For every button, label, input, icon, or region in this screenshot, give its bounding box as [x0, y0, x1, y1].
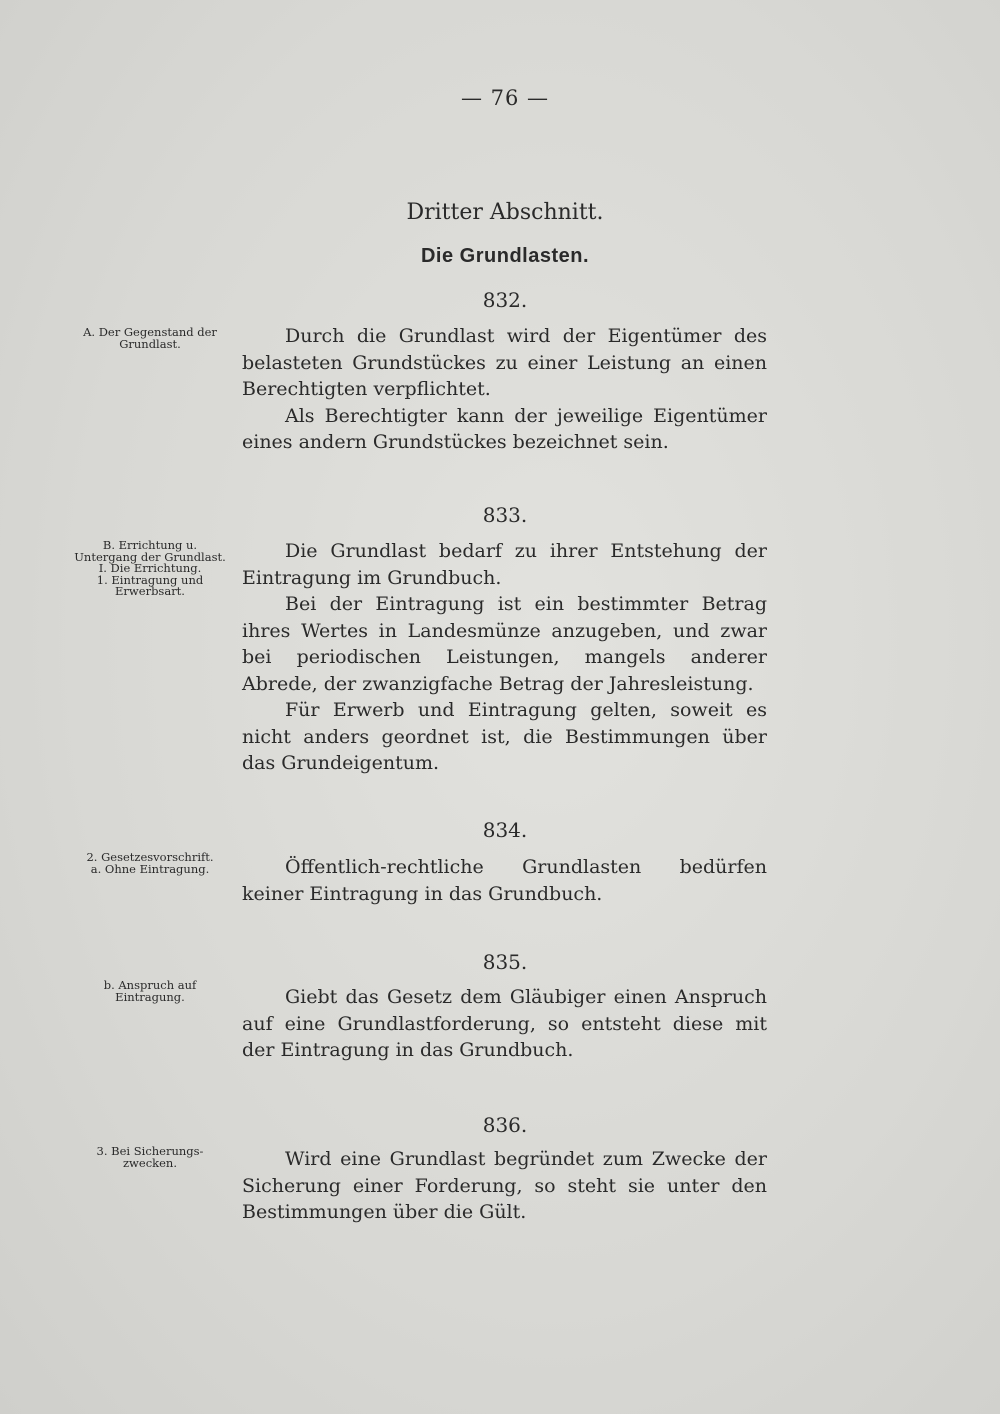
paragraph-text: Für Erwerb und Eintragung gelten, soweit es nicht anders geordnet ist, die Bestimmungen über das Grundeigentum. — [242, 699, 767, 774]
paragraph-number-833: 833. — [482, 503, 528, 527]
margin-note-line: zwecken. — [123, 1155, 177, 1170]
paragraph-body-835 — [242, 984, 767, 1064]
margin-note-line: 1. Eintragung und — [96, 572, 204, 587]
paragraph-body-836 — [242, 1146, 767, 1226]
margin-note-line: Eintragung. — [115, 989, 185, 1004]
margin-note-line: 2. Gesetzesvorschrift. — [86, 850, 214, 864]
margin-note-833 — [70, 540, 230, 598]
paragraph-body-834 — [242, 854, 767, 907]
paragraph-body-833 — [242, 538, 767, 777]
paragraph-number-834: 834. — [482, 818, 528, 842]
margin-note-832 — [70, 327, 230, 350]
paragraph-body-832 — [242, 323, 767, 456]
paragraph-text: Durch die Grundlast wird der Eigentümer des belasteten Grundstückes zu einer Leistung an einen Berechtigten verpflichtet. — [242, 325, 767, 400]
paragraph-number-836: 836. — [482, 1113, 528, 1137]
paragraph-number-832: 832. — [482, 288, 528, 312]
margin-note-836 — [70, 1146, 230, 1169]
margin-note-line: Grundlast. — [119, 336, 181, 351]
margin-note-line: a. Ohne Eintragung. — [90, 861, 210, 876]
margin-note-line: B. Errichtung u. Untergang der Grundlast. — [74, 538, 226, 564]
margin-note-line: b. Anspruch auf — [103, 978, 197, 992]
page-number: — 76 — — [460, 86, 550, 110]
paragraph-number-835: 835. — [482, 950, 528, 974]
margin-note-835 — [70, 980, 230, 1003]
paragraph-text: Giebt das Gesetz dem Gläubiger einen Anspruch auf eine Grundlastforderung, so entsteht diese mit der Eintragung in das Grundbuch. — [242, 986, 767, 1061]
paragraph-text: Als Berechtigter kann der jeweilige Eigentümer eines andern Grundstückes bezeichnet sein. — [242, 404, 767, 453]
margin-note-line: 3. Bei Sicherungs- — [96, 1144, 204, 1158]
margin-note-834 — [70, 852, 230, 875]
paragraph-text: Die Grundlast bedarf zu ihrer Entstehung der Eintragung im Grundbuch. — [242, 540, 767, 589]
margin-note-line: I. Die Errichtung. — [98, 561, 202, 575]
margin-note-line: Erwerbsart. — [115, 584, 185, 598]
section-title: Die Grundlasten. — [420, 245, 590, 267]
margin-note-line: A. Der Gegenstand der — [83, 325, 217, 339]
paragraph-text: Öffentlich-rechtliche Grundlasten bedürfen keiner Eintragung in das Grundbuch. — [242, 856, 767, 905]
paragraph-text: Wird eine Grundlast begründet zum Zwecke der Sicherung einer Forderung, so steht sie unter den Bestimmungen über die Gült. — [242, 1148, 767, 1223]
section-heading: Dritter Abschnitt. — [406, 200, 604, 225]
paragraph-text: Bei der Eintragung ist ein bestimmter Betrag ihres Wertes in Landesmünze anzugeben, und zwar bei periodischen Leistungen, mangels anderer Abrede, der zwanzigfache Betrag der Jahresleistung. — [242, 593, 767, 695]
